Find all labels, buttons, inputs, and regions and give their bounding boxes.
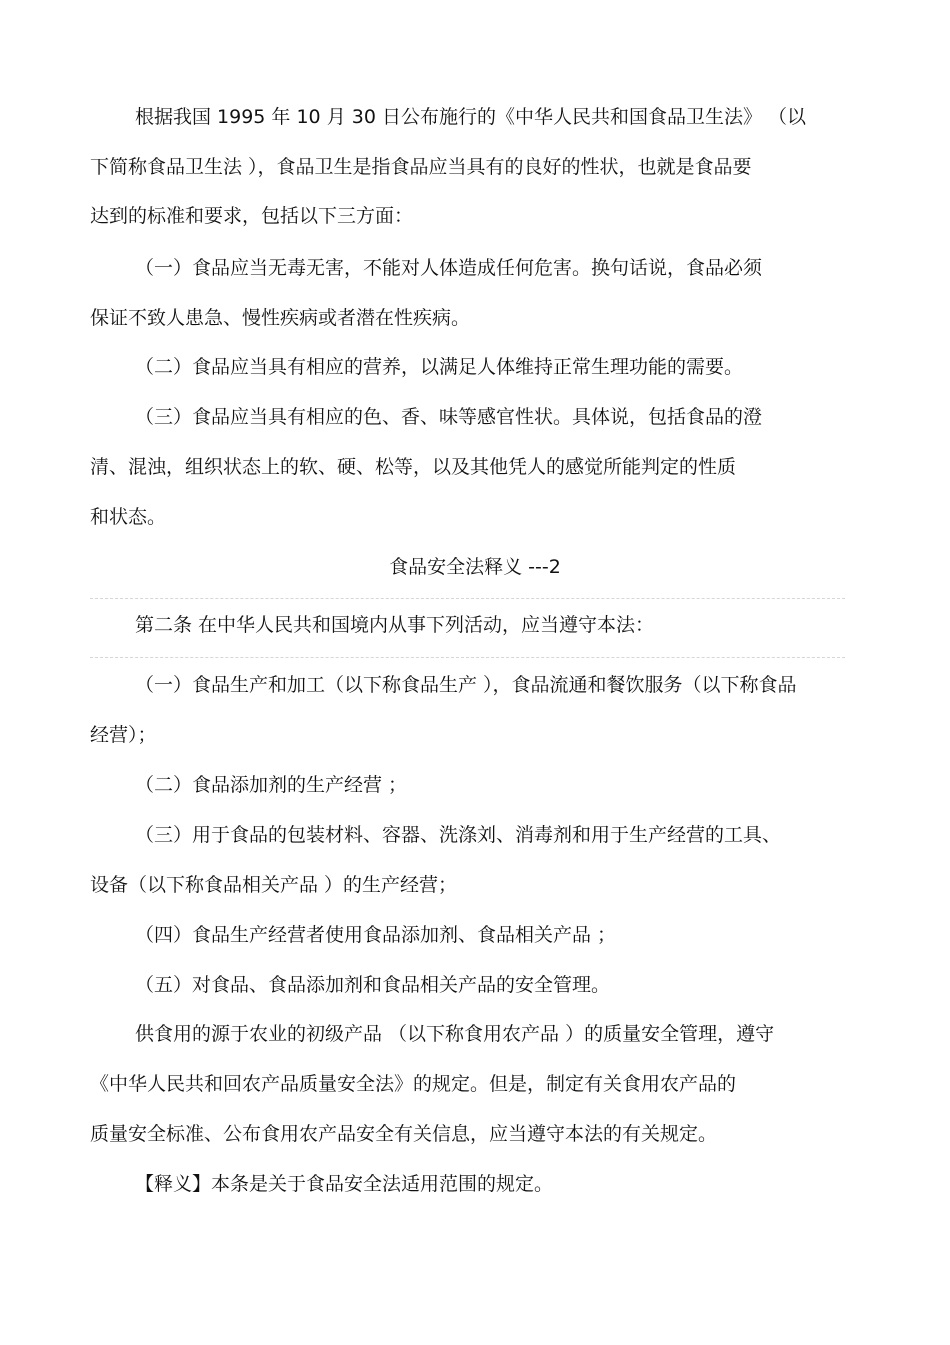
clause5-line-1: （五）对食品、食品添加剂和食品相关产品的安全管理。 [135,974,611,996]
agri-line-2: 《中华人民共和回农产品质量安全法》的规定。但是，制定有关食用农产品的 [90,1073,737,1095]
article2-line-1: 第二条 在中华人民共和国境内从事下列活动，应当遵守本法： [135,614,655,636]
clause4-line-1: （四）食品生产经营者使用食品添加剂、食品相关产品 ； [135,924,617,946]
item2-line-1: （二）食品应当具有相应的营养，以满足人体维持正常生理功能的需要。 [135,356,744,378]
interpretation-line-1: 【释义】本条是关于食品安全法适用范围的规定。 [135,1173,554,1195]
divider-top [90,598,845,599]
item1-line-1: （一）食品应当无毒无害，不能对人体造成任何危害。换句话说，食品必须 [135,257,763,279]
intro-line-2: 下简称食品卫生法 ），食品卫生是指食品应当具有的良好的性状，也就是食品要 [90,156,752,178]
clause1-line-2: 经营）； [90,724,157,746]
item3-line-2: 清、混浊，组织状态上的软、硬、松等，以及其他凭人的感觉所能判定的性质 [90,456,737,478]
clause2-line-1: （二）食品添加剂的生产经营 ； [135,774,408,796]
clause3-line-2: 设备（以下称食品相关产品 ）的生产经营； [90,874,458,896]
intro-line-1: 根据我国 1995 年 10 月 30 日公布施行的《中华人民共和国食品卫生法》 （以 [135,106,806,128]
item3-line-3: 和状态。 [90,506,167,528]
clause1-line-1: （一）食品生产和加工（以下称食品生产 ），食品流通和餐饮服务（以下称食品 [135,674,797,696]
item1-line-2: 保证不致人患急、慢性疾病或者潜在性疾病。 [90,307,471,329]
agri-line-3: 质量安全标准、公布食用农产品安全有关信息，应当遵守本法的有关规定。 [90,1123,718,1145]
agri-line-1: 供食用的源于农业的初级产品 （以下称食用农产品 ）的质量安全管理，遵守 [135,1023,775,1045]
section-heading: 食品安全法释义 ---2 [389,556,561,578]
divider-bottom [90,657,845,658]
clause3-line-1: （三）用于食品的包装材料、容器、洗涤刘、消毒剂和用于生产经营的工具、 [135,824,782,846]
intro-line-3: 达到的标准和要求，包括以下三方面： [90,205,414,227]
item3-line-1: （三）食品应当具有相应的色、香、味等感官性状。具体说，包括食品的澄 [135,406,763,428]
